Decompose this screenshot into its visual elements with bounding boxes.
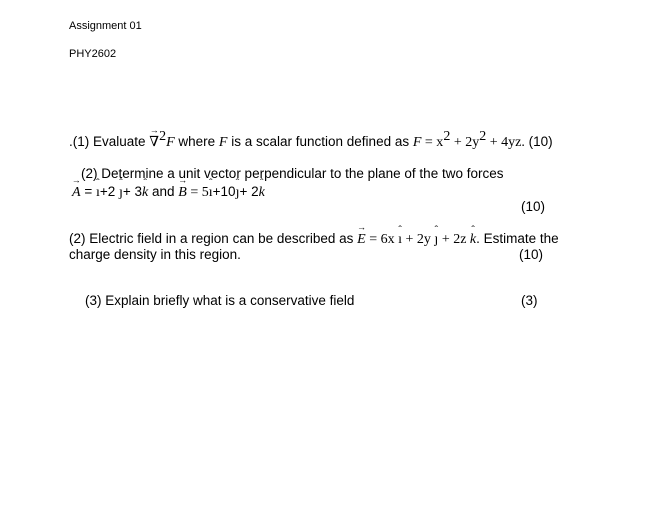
e-i-hat: ˆ ı — [398, 232, 402, 248]
q1-defined: is a scalar function defined as — [227, 134, 413, 149]
question-2a-line1: (2) Determine a unit vector perpendicular to the plane of the two forces — [81, 166, 504, 181]
a-k-hat: ˆ k — [142, 185, 148, 201]
e-2z: + 2z — [438, 232, 470, 247]
a-j-hat: ˆ ȷ — [119, 185, 123, 201]
scalar-f-3: F — [412, 135, 422, 150]
question-1 — [69, 129, 553, 151]
e-6x: = 6x — [365, 232, 399, 247]
b-i-hat: ˆ ı — [209, 185, 213, 201]
a-i-hat: ˆ ı — [96, 185, 100, 201]
question-2b-line1 — [69, 231, 559, 248]
b-plus10: +10 — [212, 184, 236, 199]
q2b-prefix: (2) Electric field in a region can be described as — [69, 231, 358, 246]
b-eq: = 5 — [186, 185, 209, 200]
a-plus3: + 3 — [122, 184, 143, 199]
q2b-suffix: . Estimate the — [476, 231, 559, 246]
vector-a: → A — [72, 185, 81, 201]
q1-marks: (10) — [524, 134, 553, 149]
b-plus2: + 2 — [239, 184, 259, 199]
eq-4yz: + 4yz. — [486, 135, 525, 150]
b-j-hat: ˆ ȷ — [236, 185, 240, 201]
question-3: (3) Explain briefly what is a conservative field — [85, 293, 355, 308]
del-exponent: 2 — [159, 129, 167, 144]
eq-x: = x — [421, 135, 444, 150]
exp-x: 2 — [443, 129, 451, 144]
assignment-title: Assignment 01 — [69, 20, 142, 32]
q1-prefix: .(1) Evaluate — [69, 134, 150, 149]
e-j-hat: ˆ ȷ — [434, 232, 438, 248]
a-eq: = — [80, 184, 96, 199]
question-2a-marks: (10) — [521, 199, 546, 214]
question-3-marks: (3) — [521, 293, 538, 308]
b-k-hat: ˆ k — [259, 185, 265, 201]
vector-b: → B — [178, 185, 187, 201]
and-text: and — [148, 184, 179, 199]
q1-where: where — [174, 134, 219, 149]
question-2b-line2: charge density in this region. — [69, 247, 241, 262]
eq-2y: + 2y — [450, 135, 480, 150]
del-operator: → ∇ — [149, 135, 159, 151]
vector-e: → E — [357, 232, 366, 248]
question-2b-marks: (10) — [519, 247, 544, 262]
scalar-f: F — [166, 135, 175, 150]
course-code: PHY2602 — [69, 48, 117, 60]
e-2y: + 2y — [402, 232, 435, 247]
scalar-f-2: F — [218, 135, 228, 150]
question-2a-line2 — [72, 184, 265, 201]
a-plus2: +2 — [99, 184, 119, 199]
exp-y: 2 — [479, 129, 487, 144]
e-k-hat: ˆ k — [470, 232, 476, 248]
